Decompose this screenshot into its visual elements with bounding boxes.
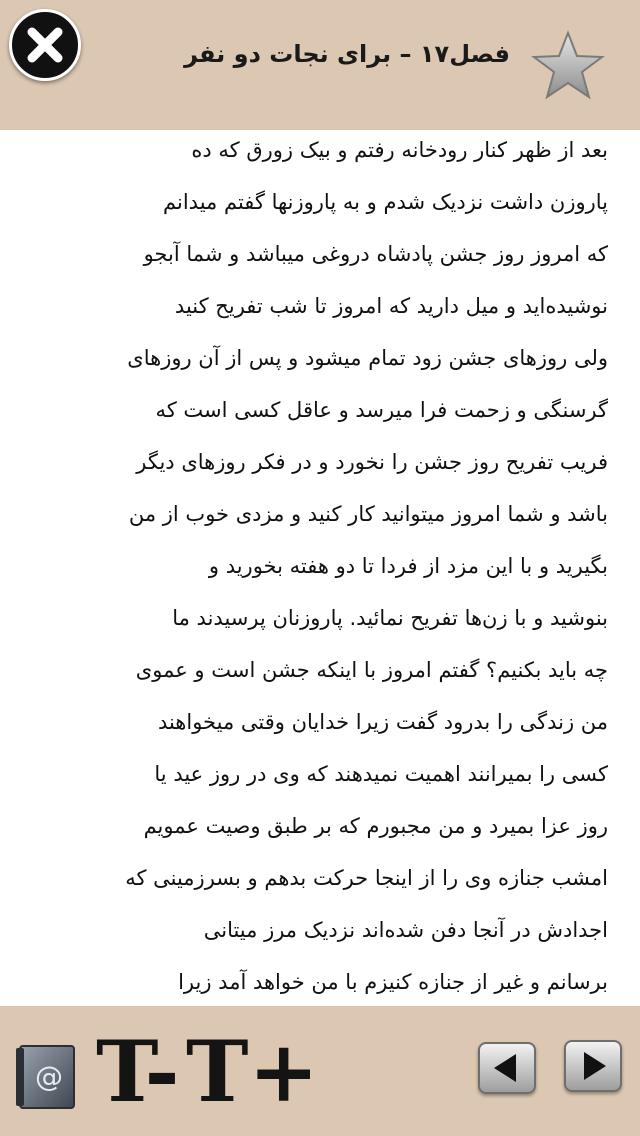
address-book-icon[interactable] — [14, 1044, 78, 1110]
text-line: گرسنگی و زحمت فرا میرسد و عاقل کسی است که — [155, 398, 608, 422]
book-at-symbol: @ — [35, 1060, 63, 1093]
text-line: اجدادش در آنجا دفن شده‌اند نزدیک مرز میتانی — [203, 918, 608, 942]
arrow-right-icon — [566, 1042, 620, 1090]
text-line: امشب جنازه وی را از اینجا حرکت بدهم و بسرزمینی که — [125, 866, 608, 890]
text-line: برسانم و غیر از جنازه کنیزم با من خواهد آمد زیرا — [178, 970, 608, 994]
close-icon — [12, 12, 78, 78]
star-icon[interactable] — [530, 30, 606, 102]
close-button[interactable] — [9, 9, 81, 81]
text-line: من زندگی را بدرود گفت زیرا خدایان وقتی میخواهند — [157, 710, 608, 734]
previous-page-button[interactable] — [478, 1042, 536, 1094]
font-decrease-button[interactable]: T- — [96, 1022, 180, 1121]
text-line: فریب تفریح روز جشن را نخورد و در فکر روزهای دیگر — [136, 450, 608, 474]
header-bar — [0, 0, 640, 130]
font-increase-button[interactable]: T+ — [186, 1022, 319, 1121]
text-line: نوشیده‌اید و میل دارید که امروز تا شب تفریح کنید — [174, 294, 608, 318]
text-line: پاروزن داشت نزدیک شدم و به پاروزنها گفتم میدانم — [163, 190, 608, 214]
book-text-area[interactable] — [0, 130, 640, 1006]
text-line: که امروز روز جشن پادشاه دروغی میباشد و شما آبجو — [143, 242, 608, 266]
text-line: باشد و شما امروز میتوانید کار کنید و مزدی خوب از من — [128, 502, 608, 526]
text-line: کسی را بمیرانند اهمیت نمیدهند که وی در روز عید یا — [154, 762, 608, 786]
text-line: بگیرید و با این مزد از فردا تا دو هفته بخورید و — [208, 554, 608, 578]
arrow-left-icon — [480, 1044, 534, 1092]
text-line: ولی روزهای جشن زود تمام میشود و پس از آن روزهای — [127, 346, 608, 370]
chapter-title: فصل۱۷ – برای نجات دو نفر — [184, 40, 510, 68]
footer-toolbar — [0, 1006, 640, 1136]
text-line: چه باید بکنیم؟ گفتم امروز با اینکه جشن است و عموی — [135, 658, 608, 682]
text-line: روز عزا بمیرد و من مجبورم که بر طبق وصیت عمویم — [143, 814, 608, 838]
text-line: بنوشید و با زن‌ها تفریح نمائید. پاروزنان پرسیدند ما — [172, 606, 608, 630]
text-line: بعد از ظهر کنار رودخانه رفتم و بیک زورق که ده — [191, 138, 608, 162]
next-page-button[interactable] — [564, 1040, 622, 1092]
